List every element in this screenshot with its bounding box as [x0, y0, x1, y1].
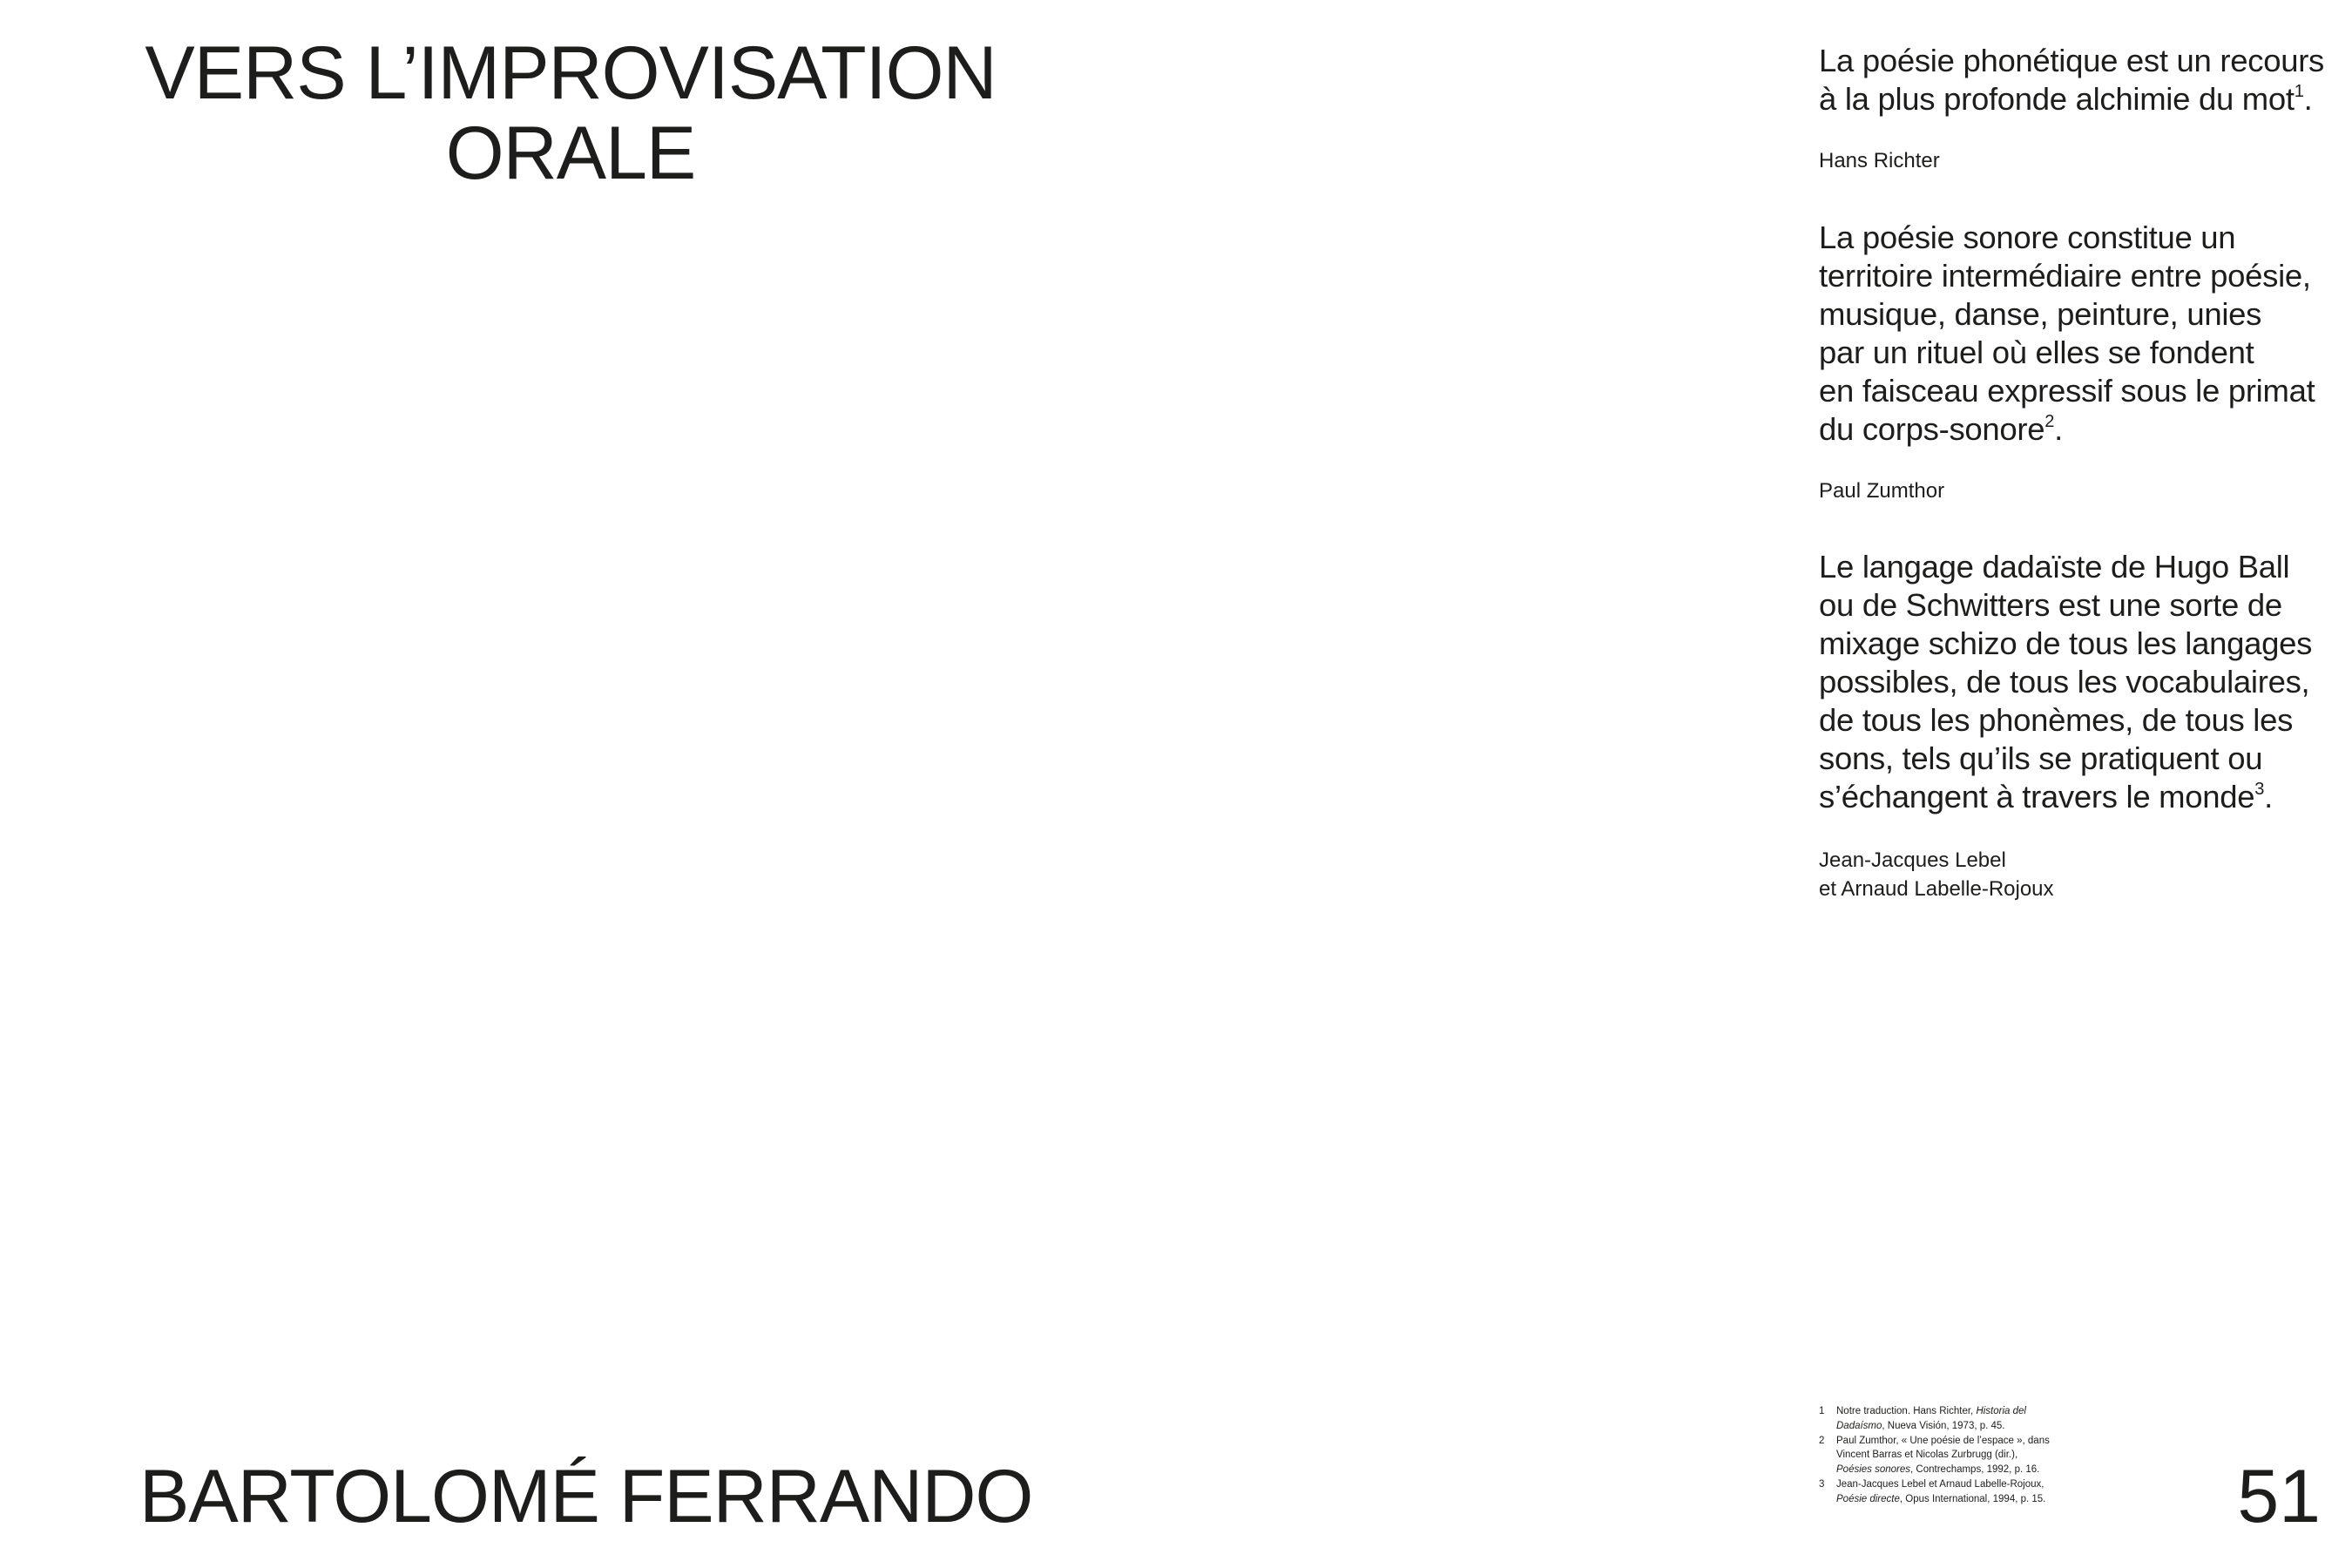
- attribution-line: Hans Richter: [1819, 149, 1940, 172]
- quote-line: en faisceau expressif sous le primat: [1819, 373, 2315, 409]
- quote-line: de tous les phonèmes, de tous les: [1819, 702, 2294, 738]
- chapter-title-line-1: VERS L’IMPROVISATION: [145, 31, 997, 115]
- quote-line: ou de Schwitters est une sorte de: [1819, 587, 2282, 623]
- footnote-reference: 3: [2254, 779, 2265, 799]
- footnote: [1819, 1477, 2054, 1507]
- quote-end: .: [2303, 81, 2313, 117]
- footnote-text-part: , Nueva Visión, 1973, p. 45.: [1882, 1420, 2005, 1431]
- quote-line: territoire intermédiaire entre poésie,: [1819, 258, 2311, 294]
- footnote-reference: 1: [2294, 81, 2304, 101]
- epigraph-quote: [1819, 42, 2342, 118]
- attribution-line: Jean-Jacques Lebel: [1819, 848, 2006, 872]
- footnote-title: Poésie directe: [1836, 1493, 1900, 1504]
- quote-line: par un rituel où elles se fondent: [1819, 335, 2254, 370]
- footnote-text: [1836, 1434, 2054, 1477]
- quote-line: musique, danse, peinture, unies: [1819, 296, 2262, 332]
- quote-end: .: [2264, 779, 2273, 814]
- quote-end: .: [2054, 411, 2063, 447]
- quote-line: sons, tels qu’ils se pratiquent ou: [1819, 740, 2263, 776]
- footnote-text: [1836, 1404, 2054, 1434]
- quote-line: à la plus profonde alchimie du mot: [1819, 81, 2295, 117]
- footnote-title: Poésies sonores: [1836, 1464, 1911, 1476]
- footnote-text-part: Paul Zumthor, « Une poésie de l’espace », dans Vincent Barras et Nicolas Zurbrugg (dir.),: [1836, 1435, 2050, 1461]
- footnote-text-part: , Contrechamps, 1992, p. 16.: [1910, 1464, 2040, 1476]
- footnotes: [1819, 1404, 2054, 1507]
- footnote-number: 2: [1819, 1435, 1825, 1446]
- quote-line: s’échangent à travers le monde: [1819, 779, 2255, 814]
- quote-line: Le langage dadaïste de Hugo Ball: [1819, 549, 2290, 585]
- footnote-reference: 2: [2044, 411, 2055, 431]
- footnote-number: 1: [1819, 1406, 1825, 1416]
- quote-line: La poésie sonore constitue un: [1819, 220, 2236, 255]
- chapter-title: [131, 33, 1010, 193]
- page-number: 51: [2237, 1455, 2321, 1538]
- quote-line: possibles, de tous les vocabulaires,: [1819, 664, 2310, 700]
- author-name: BARTOLOMÉ FERRANDO: [139, 1455, 1033, 1538]
- attribution-line: Paul Zumthor: [1819, 479, 1945, 503]
- footnote-number: 3: [1819, 1478, 1825, 1490]
- quote-attribution: [1819, 146, 2342, 175]
- quote-attribution: [1819, 476, 2342, 505]
- footnote-text-part: Notre traduction. Hans Richter,: [1836, 1406, 1977, 1416]
- quote-line: mixage schizo de tous les langages: [1819, 625, 2313, 661]
- footnote-text-part: Jean-Jacques Lebel et Arnaud Labelle-Rojoux,: [1836, 1478, 2044, 1490]
- attribution-line: et Arnaud Labelle-Rojoux: [1819, 877, 2054, 901]
- quote-line: La poésie phonétique est un recours: [1819, 43, 2325, 78]
- footnote: [1819, 1434, 2054, 1477]
- quote-line: du corps-sonore: [1819, 411, 2045, 447]
- epigraph-quote: [1819, 219, 2342, 449]
- epigraph-column: [1819, 42, 2342, 903]
- quote-attribution: [1819, 846, 2342, 903]
- footnote: [1819, 1404, 2054, 1434]
- footnote-text-part: , Opus International, 1994, p. 15.: [1899, 1493, 2046, 1504]
- footnote-text: [1836, 1477, 2054, 1507]
- epigraph-quote: [1819, 548, 2342, 816]
- chapter-title-line-2: ORALE: [445, 112, 696, 195]
- footnote-title: Historia del Dadaísmo: [1836, 1406, 2026, 1431]
